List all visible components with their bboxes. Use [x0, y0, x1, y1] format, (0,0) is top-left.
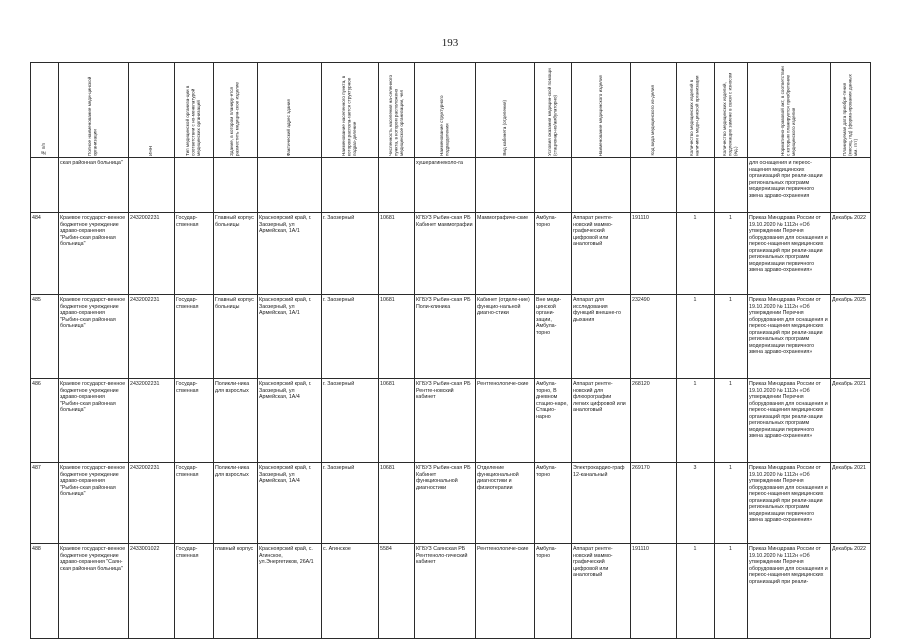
- table-cell-available: 1: [693, 546, 697, 552]
- table-cell-locality: г. Заозерный: [323, 381, 355, 387]
- table-rule-horizontal: [30, 212, 870, 213]
- table-cell-conditions: Амбула-торно: [536, 465, 557, 478]
- table-cell-legal: Приказ Минздрава России от 19.10.2020 № 1112н «Об утверждении Перечня оборудования для оснащения и переос-нащения медицинских организаций при реали-зации региональных программ модернизации первичного звена здраво-охранения»: [749, 465, 828, 523]
- table-cell-type: Государ-ственная: [176, 546, 199, 559]
- table-rule-horizontal: [30, 294, 870, 295]
- table-cell-subdivision: КГБУЗ Саянская РБ Рентгеноло-гический кабинет: [416, 546, 468, 565]
- column-header: [322, 64, 377, 156]
- table-cell-device: Электрокардио-граф 12-канальный: [573, 465, 625, 478]
- table-cell-device: Аппарат рентге-новский для флюорографии легких цифровой или аналоговый: [573, 381, 626, 413]
- table-cell-replace: 1: [729, 546, 732, 552]
- table-cell-building: Поликли-ника для взрослых: [215, 381, 250, 394]
- column-header: [831, 64, 869, 156]
- table-cell-inn: 2433001022: [130, 546, 160, 552]
- table-cell-building: Поликли-ника для взрослых: [215, 465, 250, 478]
- table-cell-device: Аппарат рентге-новский маммо-графический цифровой или аналоговый: [573, 546, 613, 578]
- column-header: [677, 64, 713, 156]
- column-header-label: Тип медицинской организа-ции в соответствии с но-менклатурой медицинских организаций: [185, 85, 202, 156]
- column-header-label: Фактический адрес здания: [286, 98, 292, 156]
- table-rule-horizontal: [30, 462, 870, 463]
- table-cell-subdivision: КГБУЗ Рыбин-ская РБ Кабинет функциональной диагностики: [416, 465, 471, 491]
- table-cell-replace: 1: [729, 297, 732, 303]
- table-cell-cabinet: Кабинет (отделе-ние) функцио-нальной диагно-стики: [477, 297, 530, 316]
- table-cell-org: Краевое государст-венное бюджетное учреждение здраво-охранения "Рыбин-ская районная больница": [60, 381, 126, 413]
- table-cell-locality: г. Заозерный: [323, 465, 355, 471]
- column-header: [175, 64, 212, 156]
- table-cell-available: 1: [693, 215, 697, 221]
- table-cell-org: Краевое государст-венное бюджетное учреждение здраво-охранения "Саян-ская районная больница": [60, 546, 126, 572]
- table-rule-vertical: [870, 62, 871, 638]
- column-header: [214, 64, 256, 156]
- table-cell-code: 232490: [632, 297, 650, 303]
- column-header: [379, 64, 413, 156]
- table-cell-address: Красноярский край, г. Заозерный, ул Армейская, 1А/4: [259, 465, 312, 484]
- table-cell: хушерагинеколо-га: [416, 160, 463, 166]
- table-cell-cabinet: Рентгенологиче-ские: [477, 381, 529, 387]
- table-cell-cabinet: Отделение функциональной диагностики и физиотерапии: [477, 465, 519, 491]
- column-header-label: № п/п: [41, 143, 47, 156]
- column-header: [129, 64, 173, 156]
- column-header-label: Нормативно-правовой акт, в соответствии с которым планируется приобретение медицинского изделия: [780, 66, 797, 156]
- column-header: [631, 64, 675, 156]
- column-header-label: Вид кабинета (отделения): [501, 100, 507, 156]
- column-header-label: ИНН: [148, 146, 154, 156]
- column-header: [535, 64, 570, 156]
- table-cell-conditions: Амбула-торно, В дневном стацио-наре, Стацио-нарно: [536, 381, 568, 420]
- table-cell-device: Аппарат рентге-новский маммо-графический цифровой или аналоговый: [573, 215, 613, 247]
- table-cell-address: Красноярский край, г. Заозерный, ул Армейская, 1А/1: [259, 297, 312, 316]
- table-rule-horizontal: [30, 543, 870, 544]
- column-header-label: Наименование населенного пункта, в котором распола-гается структурное подраз-деление: [341, 75, 358, 156]
- table-cell-cabinet: Маммографиче-ские: [477, 215, 529, 221]
- device-table: [30, 62, 870, 638]
- table-cell-population: 5584: [380, 546, 392, 552]
- table-cell-address: Красноярский край, г. Заозерный, ул Армейская, 1А/4: [259, 381, 312, 400]
- table-cell-address: Красноярский край, с. Агинское, ул.Энергетиков, 26А/1: [259, 546, 314, 565]
- table-cell-conditions: Амбула-торно: [536, 546, 557, 559]
- table-rule-horizontal: [30, 378, 870, 379]
- table-rule-horizontal: [30, 62, 870, 63]
- table-cell-org: Краевое государст-венное бюджетное учреждение здраво-охранения "Рыбин-ская районная больница": [60, 465, 126, 497]
- table-cell-population: 10681: [380, 465, 395, 471]
- table-cell-code: 191110: [632, 215, 649, 221]
- table-cell-num: 488: [32, 546, 41, 552]
- column-header: [476, 64, 533, 156]
- table-cell-type: Государ-ственная: [176, 297, 199, 310]
- column-header-label: Численность населения на-селенного пункта, в котором расположено медицинское организации, чел: [387, 74, 404, 156]
- table-cell-cabinet: Рентгенологиче-ские: [477, 546, 529, 552]
- table-cell-legal: Приказ Минздрава России от 19.10.2020 № 1112н «Об утверждении Перечня оборудования для оснащения и переос-нащения медицинских организаций при реали-зации региональных программ модернизации первичного звена здраво-охранения»: [749, 215, 828, 273]
- column-header-label: Код вида медицинского из-делия: [650, 85, 656, 156]
- table-cell-population: 10681: [380, 215, 395, 221]
- table-cell-date: Декабрь 2025: [832, 297, 866, 303]
- table-cell-date: Декабрь 2021: [832, 381, 866, 387]
- column-header-label: Наименование медицинского изделия: [597, 74, 603, 156]
- table-cell-inn: 2432002231: [130, 381, 160, 387]
- table-cell-conditions: Вне меди-цинской органи-зации, Амбула-торно: [536, 297, 562, 336]
- table-cell-legal: Приказ Минздрава России от 19.10.2020 № 1112н «Об утверждении Перечня оборудования для оснащения и переос-нащения медицинских организаций при реали-зации региональных программ модернизации первичного звена здраво-охранения»: [749, 381, 828, 439]
- table-cell-building: Главный корпус больницы: [215, 215, 254, 228]
- table-cell: ская районная больница": [60, 160, 123, 166]
- table-cell-inn: 2432002231: [130, 297, 160, 303]
- table-cell-subdivision: КГБУЗ Рыбин-ская РБ Поли-клиника: [416, 297, 471, 310]
- table-cell-type: Государ-ственная: [176, 381, 199, 394]
- table-cell-replace: 1: [729, 215, 732, 221]
- table-cell-code: 191110: [632, 546, 649, 552]
- table-cell-org: Краевое государст-венное бюджетное учреждение здраво-охранения "Рыбин-ская районная больница": [60, 215, 126, 247]
- column-header-label: Условия оказания медицин-ской помощи (стационар-но/амбулаторно): [546, 68, 558, 156]
- table-cell-org: Краевое государст-венное бюджетное учреждение здраво-охранения "Рыбин-ская районная больница": [60, 297, 126, 329]
- column-header-label: Количество медицинских изделий в наличии в меди-цинской организации: [689, 75, 700, 156]
- table-cell-available: 1: [693, 297, 697, 303]
- table-cell: для оснащения и переос-нащения медицинских организаций при реали-зации региональных программ модернизации первичного звена здраво-охранения: [749, 160, 823, 199]
- table-cell-num: 485: [32, 297, 41, 303]
- table-cell-subdivision: КГБУЗ Рыбин-ская РБ Рентге-новский кабинет: [416, 381, 471, 400]
- column-header: [715, 64, 746, 156]
- table-cell-legal: Приказ Минздрава России от 19.10.2020 № 1112н «Об утверждении Перечня оборудования для оснащения и переос-нащения медицинских организаций при реали-: [749, 546, 828, 585]
- table-cell-population: 10681: [380, 297, 395, 303]
- column-header-label: Полное наименование меди-цинской организации: [87, 76, 98, 156]
- column-header-label: Количество медицинских изделий, подлежащих замене в связи с износом (ед.): [722, 72, 739, 156]
- column-header: [258, 64, 320, 156]
- table-cell-code: 268120: [632, 381, 650, 387]
- table-cell-date: Декабрь 2021: [832, 465, 866, 471]
- column-header: [59, 64, 127, 156]
- table-cell-population: 10681: [380, 381, 395, 387]
- table-cell-address: Красноярский край, г. Заозерный, ул Армейская, 1А/1: [259, 215, 312, 234]
- table-cell-legal: Приказ Минздрава России от 19.10.2020 № 1112н «Об утверждении Перечня оборудования для оснащения и переос-нащения медицинских организаций при реали-зации региональных программ модернизации первичного звена здраво-охранения»: [749, 297, 828, 355]
- table-cell-locality: г. Заозерный: [323, 297, 355, 303]
- column-header-label: Наименование структурного подразделения: [438, 95, 450, 156]
- table-cell-replace: 1: [729, 465, 732, 471]
- column-header: [748, 64, 829, 156]
- column-header: [415, 64, 474, 156]
- table-cell-date: Декабрь 2022: [832, 546, 866, 552]
- table-cell-device: Аппарат для исследования функций внешне-го дыхания: [573, 297, 621, 323]
- table-cell-subdivision: КГБУЗ Рыбин-ская РБ Кабинет маммографии: [416, 215, 473, 228]
- column-header-label: Планируемая дата приобре-тения (месяц, год) (форма-ирования данных мм. гггг): [841, 74, 858, 156]
- table-cell-building: главный корпус: [215, 546, 254, 552]
- table-rule-horizontal: [30, 157, 870, 158]
- table-cell-locality: с. Агинское: [323, 546, 351, 552]
- column-header-label: Здание, в котором планиру-ется разместить медицин-ское изделие: [229, 82, 240, 156]
- column-header: [572, 64, 629, 156]
- table-cell-code: 269170: [632, 465, 650, 471]
- table-cell-date: Декабрь 2022: [832, 215, 866, 221]
- table-cell-replace: 1: [729, 381, 732, 387]
- table-cell-inn: 2432002231: [130, 215, 160, 221]
- table-cell-available: 1: [693, 381, 697, 387]
- table-cell-building: Главный корпус больницы: [215, 297, 254, 310]
- column-header: [31, 64, 57, 156]
- table-cell-num: 487: [32, 465, 41, 471]
- table-cell-conditions: Амбула-торно: [536, 215, 557, 228]
- table-cell-type: Государ-ственная: [176, 465, 199, 478]
- page-number: 193: [441, 37, 459, 49]
- table-cell-type: Государ-ственная: [176, 215, 199, 228]
- table-cell-available: 3: [693, 465, 697, 471]
- table-cell-num: 486: [32, 381, 41, 387]
- table-cell-num: 484: [32, 215, 41, 221]
- table-cell-locality: г. Заозерный: [323, 215, 355, 221]
- table-cell-inn: 2432002231: [130, 465, 160, 471]
